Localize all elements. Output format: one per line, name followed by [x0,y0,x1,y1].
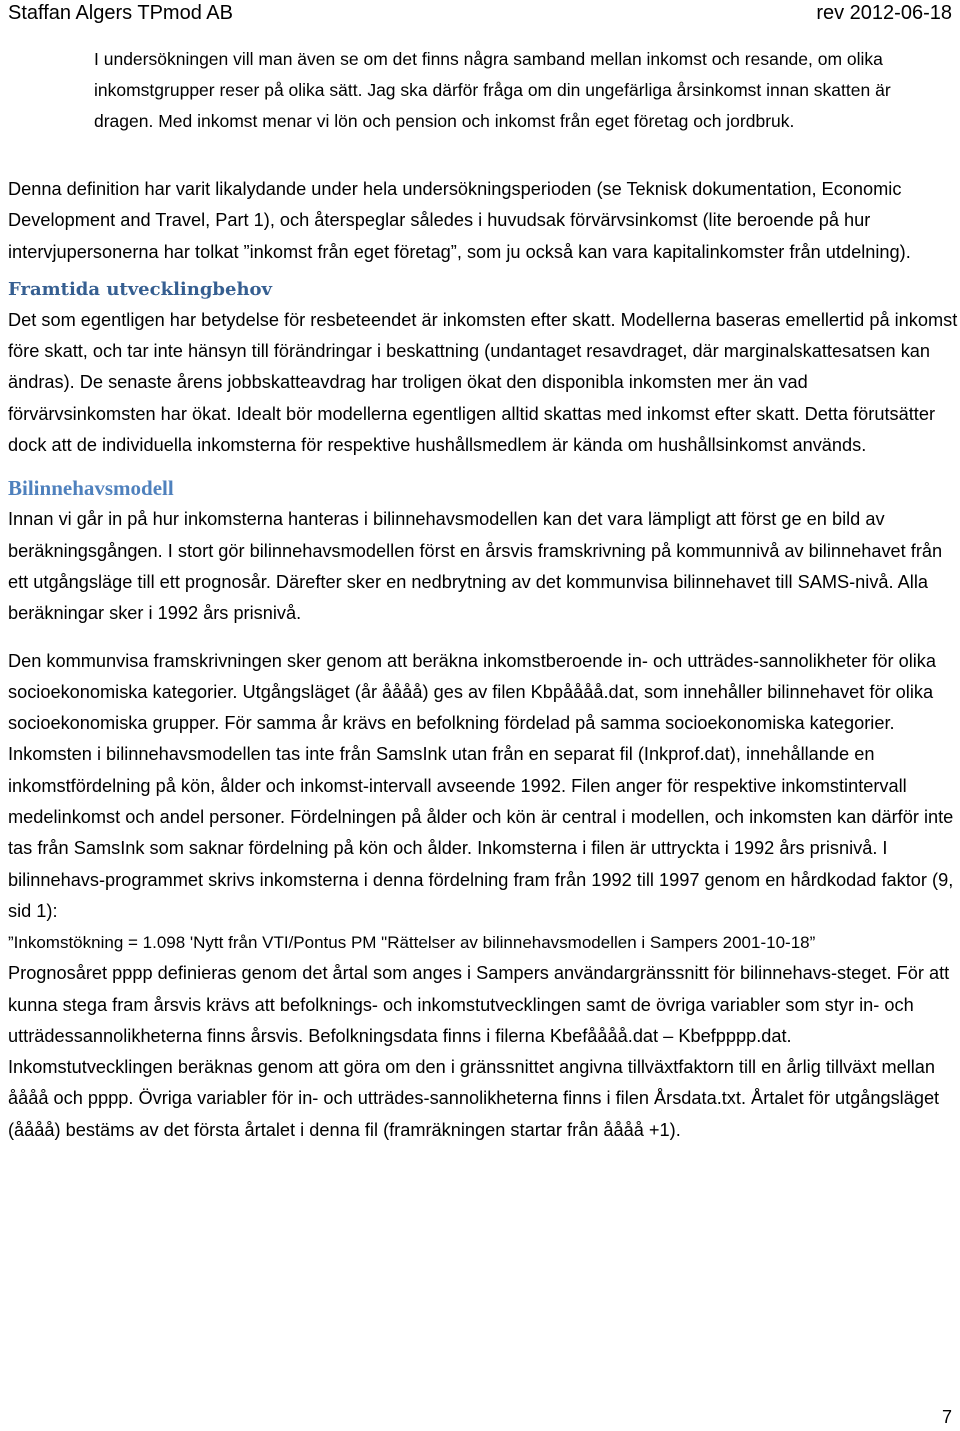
bilinnehav-paragraph-3: Prognosåret pppp definieras genom det årtal som anges i Sampers användargränssnitt för bilinnehavs-steget. För att kunna stega fram årsvis krävs att befolknings- och inkomstutvecklingen samt de övriga variabler som styr in- och utträdessannolikheterna finns årsvis. Befolkningsdata finns i filerna Kbefåååå.dat – Kbefpppp.dat. Inkomstutvecklingen beräknas genom att göra om den i gränssnittet angivna tillväxtfaktorn till en årlig tillväxt mellan åååå och pppp. Övriga variabler för in- och utträdes-sannolikheterna finns i filen Årsdata.txt. Årtalet för utgångsläget (åååå) bestäms av det första årtalet i denna fil (framräkningen startar från åååå +1). [8,963,950,1140]
section-heading-bilinnehav: Bilinnehavsmodell [8,476,174,501]
intro-paragraph: I undersökningen vill man även se om det finns några samband mellan inkomst och resande, om olika inkomstgrupper reser på olika sätt. Jag ska därför fråga om din ungefärliga årsinkomst innan skatten är dragen. Med inkomst menar vi lön och pension och inkomst från eget företag och jordbruk. [94,49,891,131]
bilinnehav-paragraph-1: Innan vi går in på hur inkomsterna hanteras i bilinnehavsmodellen kan det vara lämpligt att först ge en bild av beräkningsgången. I stort gör bilinnehavsmodellen först en årsvis framskrivning på kommunnivå av bilinnehavet från ett utgångsläge till ett prognosår. Därefter sker en nedbrytning av det kommunvisa bilinnehavet till SAMS-nivå. Alla beräkningar sker i 1992 års prisnivå. [8,509,943,624]
page-number: 7 [941,1407,952,1427]
header-company: Staffan Algers TPmod AB [8,2,233,24]
paragraph-gap [8,630,958,646]
bilinnehav-paragraph-2: Den kommunvisa framskrivningen sker genom att beräkna inkomstberoende in- och utträdes-sannolikheter för olika socioekonomiska kategorier. Utgångsläget (år åååå) ges av filen Kbpåååå.dat, som innehåller bilinnehavet för olika socioekonomiska grupper. För samma år krävs en befolkning fördelad på samma socioekonomiska kategorier. Inkomsten i bilinnehavsmodellen tas inte från SamsInk utan från en separat fil (Inkprof.dat), innehållande en inkomstfördelning på kön, ålder och inkomst-intervall avseende 1992. Filen anger för respektive inkomstintervall medelinkomst och andel personer. Fördelningen på ålder och kön är central i modellen, och inkomsten kan därför inte tas från SamsInk som saknar fördelning på kön och ålder. Inkomsterna i filen är uttryckta i 1992 års prisnivå. I bilinnehavs-programmet skrivs inkomsterna i denna fördelning fram från 1992 till 1997 genom en hårdkodad faktor (9, sid 1): [8,650,954,921]
document-body [8,174,958,1146]
section-heading-framtida: Framtida utvecklingbehov [8,278,273,300]
header-revision: rev 2012-06-18 [816,2,952,24]
page-header [0,0,960,30]
section-paragraph-framtida: Det som egentligen har betydelse för resbeteendet är inkomsten efter skatt. Modellerna baseras emellertid på inkomst före skatt, och tar inte hänsyn till förändringar i beskattning (undantaget resavdraget, där marginalskattesatsen kan ändras). De senaste årens jobbskatteavdrag har troligen ökat den disponibla inkomsten mer än vad förvärvsinkomsten har ökat. Idealt bör modellerna egentligen alltid skattas med inkomst efter skatt. Detta förutsätter dock att de individuella inkomsterna för respektive hushållsmedlem är kända om hushållsinkomst används. [8,309,958,456]
formula-line: ”Inkomstökning = 1.098 'Nytt från VTI/Pontus PM "Rättelser av bilinnehavsmodellen i Sampers 2001-10-18” [8,933,816,953]
definition-paragraph: Denna definition har varit likalydande under hela undersökningsperioden (se Teknisk dokumentation, Economic Development and Travel, Part 1), och återspeglar således i huvudsak förvärvsinkomst (lite beroende på hur intervjupersonerna har tolkat ”inkomst från eget företag”, som ju också kan vara kapitalinkomster från utdelning). [8,179,911,262]
